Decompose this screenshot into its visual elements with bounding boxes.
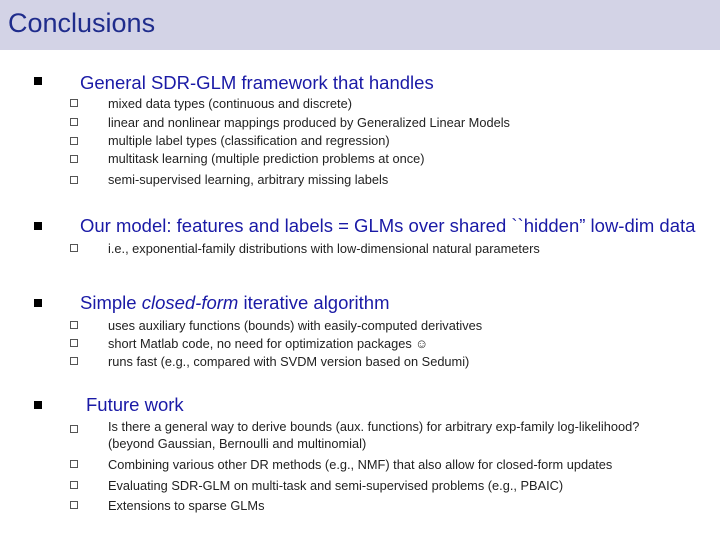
sub-item: short Matlab code, no need for optimization packages ☺ [108, 336, 429, 351]
heading-text: Simple [80, 292, 142, 313]
sub-item: semi-supervised learning, arbitrary missing labels [108, 172, 389, 187]
sub-bullet-box [70, 118, 78, 126]
section-bullet [34, 77, 42, 85]
sub-bullet-box [70, 339, 78, 347]
sub-bullet-box [70, 481, 78, 489]
sub-item: mixed data types (continuous and discrete) [108, 96, 352, 111]
sub-bullet-box [70, 501, 78, 509]
sub-item: Is there a general way to derive bounds (aux. functions) for arbitrary exp-family log-likelihood? [108, 419, 640, 434]
sub-item: Extensions to sparse GLMs [108, 498, 265, 513]
section-heading [80, 292, 390, 314]
sub-item-continuation: (beyond Gaussian, Bernoulli and multinomial) [108, 436, 367, 451]
section-bullet [34, 299, 42, 307]
slide-title: Conclusions [8, 8, 156, 38]
sub-item: uses auxiliary functions (bounds) with easily-computed derivatives [108, 318, 483, 333]
sub-bullet-box [70, 425, 78, 433]
title-bar [0, 0, 720, 50]
section-heading: Future work [86, 394, 184, 415]
sub-item: runs fast (e.g., compared with SVDM version based on Sedumi) [108, 354, 470, 369]
heading-text: iterative algorithm [238, 292, 390, 313]
sub-bullet-box [70, 357, 78, 365]
section-heading: Our model: features and labels = GLMs over shared ``hidden” low-dim data [80, 215, 696, 236]
sub-item: linear and nonlinear mappings produced by Generalized Linear Models [108, 115, 510, 130]
sub-bullet-box [70, 137, 78, 145]
sub-item: Evaluating SDR-GLM on multi-task and semi-supervised problems (e.g., PBAIC) [108, 478, 564, 493]
sub-item: i.e., exponential-family distributions with low-dimensional natural parameters [108, 241, 540, 256]
sub-bullet-box [70, 244, 78, 252]
heading-emphasis: closed-form [141, 292, 239, 313]
sub-item: multiple label types (classification and regression) [108, 133, 390, 148]
sub-item: multitask learning (multiple prediction problems at once) [108, 151, 425, 166]
sub-item: Combining various other DR methods (e.g., NMF) that also allow for closed-form updates [108, 457, 613, 472]
sub-bullet-box [70, 460, 78, 468]
sub-bullet-box [70, 155, 78, 163]
sub-bullet-box [70, 321, 78, 329]
sub-bullet-box [70, 176, 78, 184]
sub-bullet-box [70, 99, 78, 107]
section-heading: General SDR-GLM framework that handles [80, 72, 434, 93]
section-bullet [34, 401, 42, 409]
section-bullet [34, 222, 42, 230]
